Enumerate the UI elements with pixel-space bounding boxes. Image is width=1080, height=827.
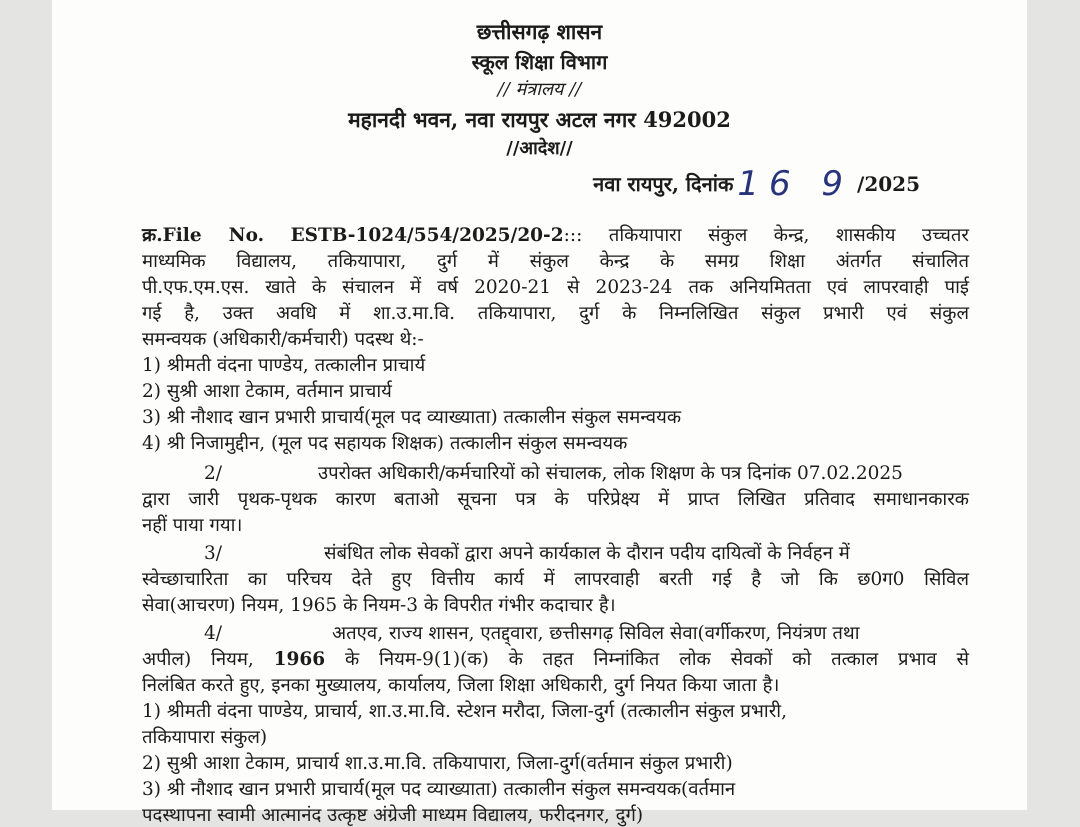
para3-line-1: 3/ संबंधित लोक सेवकों द्वारा अपने कार्यकाल के दौरान पदीय दायित्वों के निर्वहन में bbox=[142, 540, 850, 565]
para3-line-3: सेवा(आचरण) नियम, 1965 के नियम-3 के विपरीत गंभीर कदाचार है। bbox=[142, 595, 616, 616]
department-name: स्कूल शिक्षा विभाग bbox=[471, 50, 608, 74]
intro-line-3: पी.एफ.एम.एस. खाते के संचालन में वर्ष 2020-21 से 2023-24 तक अनियमितता एवं लापरवाही पाई bbox=[142, 277, 969, 298]
para-number: 4/ bbox=[204, 623, 223, 644]
para4-line-3: निलंबित करते हुए, इनका मुख्यालय, कार्यालय, जिला शिक्षा अधिकारी, दुर्ग नियत किया जाता है। bbox=[142, 675, 780, 696]
office-address: महानदी भवन, नवा रायपुर अटल नगर 492002 bbox=[348, 107, 731, 132]
para2-line-3: नहीं पाया गया। bbox=[142, 515, 243, 536]
date-year: /2025 bbox=[857, 172, 920, 196]
list-item: 1) श्रीमती वंदना पाण्डेय, तत्कालीन प्राचार्य bbox=[142, 355, 426, 376]
govt-name: छत्तीसगढ़ शासन bbox=[476, 19, 603, 44]
para-number: 2/ bbox=[204, 463, 223, 484]
list-item-continued: तकियापारा संकुल) bbox=[142, 727, 268, 748]
document-page bbox=[52, 0, 1027, 826]
file-label: क्र.File No. bbox=[142, 225, 265, 246]
para4-line-1: 4/ अतएव, राज्य शासन, एतद्द्वारा, छत्तीसगढ़ सिविल सेवा(वर्गीकरण, नियंत्रण तथा bbox=[142, 620, 860, 645]
file-number: ESTB-1024/554/2025/20-2 bbox=[290, 225, 564, 246]
para4-line-2: अपील) नियम, 1966 के नियम-9(1)(क) के तहत निम्नांकित लोक सेवकों को तत्काल प्रभाव से bbox=[142, 649, 969, 670]
para-number: 3/ bbox=[204, 543, 223, 564]
para2-line-1: 2/ उपरोक्त अधिकारी/कर्मचारियों को संचालक, लोक शिक्षण के पत्र दिनांक 07.02.2025 bbox=[142, 460, 903, 485]
intro-line-4: गई है, उक्त अवधि में शा.उ.मा.वि. तकियापारा, दुर्ग के निम्नलिखित संकुल प्रभारी एवं संकुल bbox=[142, 303, 969, 324]
date-prefix: नवा रायपुर, दिनांक bbox=[593, 172, 734, 196]
list-item: 3) श्री नौशाद खान प्रभारी प्राचार्य(मूल पद व्याख्याता) तत्कालीन संकुल समन्वयक bbox=[142, 407, 682, 428]
list-item-continued: पदस्थापना स्वामी आत्मानंद उत्कृष्ट अंग्रेजी माध्यम विद्यालय, फरीदनगर, दुर्ग) bbox=[142, 805, 644, 826]
intro-line-5: समन्वयक (अधिकारी/कर्मचारी) पदस्थ थे:- bbox=[142, 329, 424, 350]
list-item: 1) श्रीमती वंदना पाण्डेय, प्राचार्य, शा.उ.मा.वि. स्टेशन मरौदा, जिला-दुर्ग (तत्कालीन संकुल प्रभारी, bbox=[142, 701, 787, 722]
list-item: 3) श्री नौशाद खान प्रभारी प्राचार्य(मूल पद व्याख्याता) तत्कालीन संकुल समन्वयक(वर्तमान bbox=[142, 779, 736, 800]
para2-line-2: द्वारा जारी पृथक-पृथक कारण बताओ सूचना पत्र के परिप्रेक्ष्य में प्राप्त लिखित प्रतिवाद समाधानकारक bbox=[142, 489, 969, 510]
para3-line-2: स्वेच्छाचारिता का परिचय देते हुए वित्तीय कार्य में लापरवाही बरती गई है जो कि छ0ग0 सिविल bbox=[142, 569, 969, 590]
ministry-label: // मंत्रालय // bbox=[497, 79, 582, 100]
order-title: //आदेश// bbox=[506, 138, 573, 159]
date-line bbox=[593, 160, 920, 204]
list-item: 2) सुश्री आशा टेकाम, प्राचार्य शा.उ.मा.वि. तकियापारा, जिला-दुर्ग(वर्तमान संकुल प्रभारी) bbox=[142, 753, 733, 774]
list-item: 4) श्री निजामुद्दीन, (मूल पद सहायक शिक्षक) तत्कालीन संकुल समन्वयक bbox=[142, 433, 628, 454]
handwritten-date: 16 9 bbox=[737, 164, 854, 204]
list-item: 2) सुश्री आशा टेकाम, वर्तमान प्राचार्य bbox=[142, 381, 392, 402]
intro-line-2: माध्यमिक विद्यालय, तकियापारा, दुर्ग में संकुल केन्द्र के समग्र शिक्षा अंतर्गत संचालित bbox=[142, 251, 969, 272]
intro-line-1: क्र.File No. ESTB-1024/554/2025/20-2::: तकियापारा संकुल केन्द्र, शासकीय उच्चतर bbox=[142, 225, 970, 246]
